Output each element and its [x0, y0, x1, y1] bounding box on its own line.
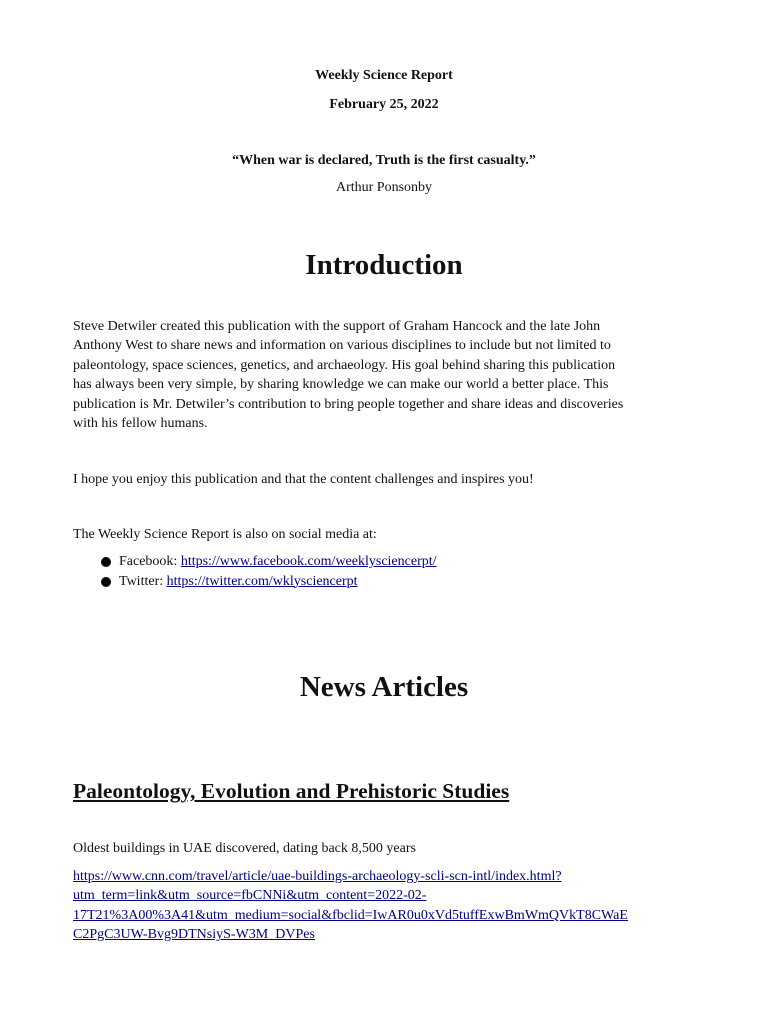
bullet-icon [101, 577, 111, 587]
quote-author: Arthur Ponsonby [335, 180, 433, 195]
paragraph-line: publication is Mr. Detwiler’s contribution to bring people together and share ideas and discoveries [73, 396, 624, 412]
bullet-icon [101, 557, 111, 567]
article-title: Oldest buildings in UAE discovered, dating back 8,500 years [73, 841, 416, 856]
facebook-link[interactable]: https://www.facebook.com/weeklysciencerpt/ [180, 554, 437, 569]
report-date: February 25, 2022 [329, 97, 439, 112]
report-title: Weekly Science Report [315, 68, 453, 83]
twitter-label: Twitter: [119, 573, 167, 589]
social-intro: The Weekly Science Report is also on social media at: [73, 527, 377, 542]
article-link[interactable] [73, 867, 703, 945]
paragraph-line: Steve Detwiler created this publication with the support of Graham Hancock and the late John [73, 319, 601, 334]
paragraph-line: Anthony West to share news and information on various disciplines to include but not limited to [73, 338, 611, 354]
closing-paragraph: I hope you enjoy this publication and that the content challenges and inspires you! [73, 472, 534, 487]
facebook-label: Facebook: [119, 554, 181, 569]
list-item [100, 572, 700, 592]
quote-text: “When war is declared, Truth is the first casualty.” [232, 153, 536, 168]
article-link-line[interactable]: C2PgC3UW-Bvg9DTNsiyS-W3M_DVPes [73, 927, 315, 943]
article-link-line[interactable]: https://www.cnn.com/travel/article/uae-buildings-archaeology-scli-scn-intl/index.html? [73, 869, 562, 884]
introduction-heading: Introduction [305, 249, 463, 281]
introduction-paragraph [73, 317, 693, 433]
news-articles-heading: News Articles [299, 671, 469, 703]
paragraph-line: paleontology, space sciences, genetics, and archaeology. His goal behind sharing this publication [73, 357, 616, 373]
list-item [100, 552, 700, 572]
social-list [100, 552, 700, 591]
article-link-line[interactable]: 17T21%3A00%3A41&utm_medium=social&fbclid=IwAR0u0xVd5tuffExwBmWmQVkT8CWaE [73, 907, 628, 923]
section-heading: Paleontology, Evolution and Prehistoric Studies [73, 779, 510, 803]
article-link-line[interactable]: utm_term=link&utm_source=fbCNNi&utm_content=2022-02- [73, 888, 427, 904]
twitter-link[interactable]: https://twitter.com/wklysciencerpt [166, 573, 358, 589]
paragraph-line: with his fellow humans. [73, 416, 208, 432]
paragraph-line: has always been very simple, by sharing knowledge we can make our world a better place. This [73, 377, 609, 393]
